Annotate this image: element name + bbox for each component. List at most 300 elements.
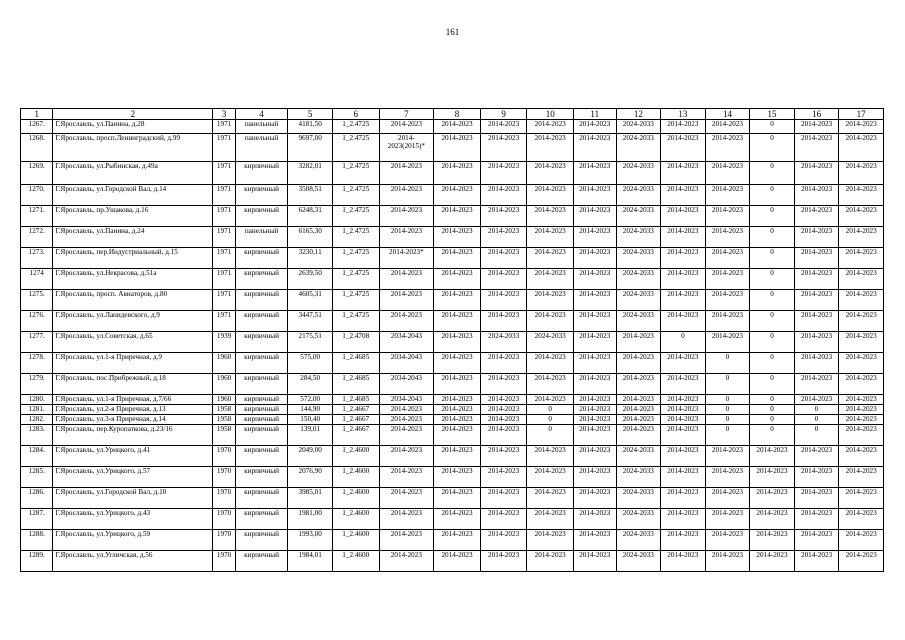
table-cell: 2014-2023 — [574, 248, 617, 269]
table-cell: 2014-2023 — [434, 332, 481, 353]
table-cell: 1960 — [213, 374, 235, 395]
table-cell: Г.Ярославль, ул.Урицкого, д.43 — [53, 509, 213, 530]
table-cell: 2014-2023 — [480, 206, 527, 227]
table-row — [21, 120, 884, 134]
table-cell: 1_2.4725 — [332, 269, 379, 290]
table-cell: кирпичный — [235, 353, 288, 374]
table-cell: 2014-2023 — [839, 551, 884, 572]
table-cell: кирпичный — [235, 162, 288, 185]
table-cell: 0 — [705, 415, 750, 425]
table-cell: 150,40 — [288, 415, 333, 425]
table-cell: 2014-2023 — [661, 551, 706, 572]
table-cell: 2014-2023 — [480, 120, 527, 134]
table-cell: 2024-2033 — [527, 332, 574, 353]
table-cell: 2014-2023 — [527, 134, 574, 162]
table-cell: 2014-2023 — [480, 134, 527, 162]
table-cell: 2014-2023 — [839, 374, 884, 395]
table-cell: 0 — [705, 405, 750, 415]
table-cell: 0 — [750, 269, 795, 290]
table-cell: 2014-2023 — [480, 269, 527, 290]
table-cell: 2014-2023 — [574, 311, 617, 332]
table-cell: Г.Ярославль, ул.Панина, д.24 — [53, 227, 213, 248]
table-cell: 1269. — [21, 162, 53, 185]
table-cell: 2014-2023 — [574, 425, 617, 446]
table-cell: 2014-2023 — [839, 509, 884, 530]
table-cell: 0 — [705, 395, 750, 405]
table-row — [21, 405, 884, 415]
table-cell: 1970 — [213, 488, 235, 509]
table-cell: 2024-2033 — [616, 185, 661, 206]
table-cell: Г.Ярославль, просп.Ленинградский, д.99 — [53, 134, 213, 162]
column-number-14: 14 — [705, 109, 750, 120]
table-cell: 2014-2023 — [661, 509, 706, 530]
table-cell: 2034-2043 — [379, 395, 434, 405]
table-cell: 2034-2043 — [379, 332, 434, 353]
table-cell: 1971 — [213, 206, 235, 227]
table-cell: 1971 — [213, 120, 235, 134]
table-cell: 2014-2023 — [480, 290, 527, 311]
table-cell: 1270. — [21, 185, 53, 206]
table-cell: 2014-2023 — [661, 488, 706, 509]
column-number-6: 6 — [332, 109, 379, 120]
table-cell: Г.Ярославль, пр.Ушакова, д.16 — [53, 206, 213, 227]
table-cell: 1_2.4600 — [332, 488, 379, 509]
table-cell: 2014-2023 — [661, 185, 706, 206]
table-cell: 0 — [705, 353, 750, 374]
table-cell: 2014-2023 — [794, 395, 839, 405]
table-cell: 0 — [750, 290, 795, 311]
table-cell: 2014-2023 — [480, 425, 527, 446]
table-cell: 2014-2023 — [705, 530, 750, 551]
table-cell: 2014-2023 — [616, 405, 661, 415]
table-cell: кирпичный — [235, 248, 288, 269]
table-row — [21, 162, 884, 185]
table-row — [21, 311, 884, 332]
table-cell: 2014-2023 — [661, 425, 706, 446]
table-cell: 2014-2023 — [480, 185, 527, 206]
table-cell: 2014-2023 — [434, 248, 481, 269]
table-cell: 2024-2033 — [616, 530, 661, 551]
table-cell: 2175,51 — [288, 332, 333, 353]
column-number-5: 5 — [288, 109, 333, 120]
table-cell: Г.Ярославль, ул.1-я Приречная, д.7/66 — [53, 395, 213, 405]
table-cell: Г.Ярославль, ул.2-я Приречная, д.13 — [53, 405, 213, 415]
table-cell: 2014-2023 — [527, 509, 574, 530]
table-cell: 1_2.4725 — [332, 227, 379, 248]
table-cell: 2014-2023 — [705, 332, 750, 353]
table-cell: 2014-2023 — [705, 311, 750, 332]
table-cell: 2014-2023 — [616, 395, 661, 405]
table-cell: 1971 — [213, 290, 235, 311]
table-cell: кирпичный — [235, 509, 288, 530]
table-cell: 2014-2023 — [379, 185, 434, 206]
table-cell: 2014-2023 — [705, 134, 750, 162]
table-cell: 2014-2023 — [480, 488, 527, 509]
table-cell: 2014-2023 — [794, 227, 839, 248]
table-cell: 0 — [750, 206, 795, 227]
table-cell: 2014-2023 — [434, 530, 481, 551]
table-cell: 2024-2033 — [616, 248, 661, 269]
table-cell: 2014-2023 — [434, 162, 481, 185]
table-cell: 2014-2023 — [379, 488, 434, 509]
table-cell: 2014-2023 — [705, 248, 750, 269]
table-row — [21, 551, 884, 572]
table-cell: кирпичный — [235, 488, 288, 509]
table-cell: 2014-2023 — [574, 134, 617, 162]
table-cell: 1_2.4600 — [332, 509, 379, 530]
table-cell: 2014-2023 — [574, 162, 617, 185]
table-row — [21, 530, 884, 551]
table-cell: Г.Ярославль, ул.3-я Приречная, д.14 — [53, 415, 213, 425]
table-row — [21, 446, 884, 467]
table-cell: 2014-2023 — [794, 467, 839, 488]
table-cell: 2014-2023 — [574, 120, 617, 134]
table-cell: 1_2.4725 — [332, 185, 379, 206]
table-cell: 2014-2023 — [434, 551, 481, 572]
table-row — [21, 374, 884, 395]
table-cell: 2014-2023 — [794, 332, 839, 353]
table-cell: 2014-2023 — [574, 446, 617, 467]
table-cell: 2014-2023 — [794, 530, 839, 551]
column-number-12: 12 — [616, 109, 661, 120]
table-cell: 2014-2023 — [379, 206, 434, 227]
table-cell: 2014-2023 — [839, 290, 884, 311]
table-cell: 1_2.4685 — [332, 374, 379, 395]
table-cell: 2014-2023 — [574, 488, 617, 509]
table-cell: 2639,50 — [288, 269, 333, 290]
table-cell: 2014-2023 — [839, 332, 884, 353]
table-cell: 2014-2023 — [839, 467, 884, 488]
table-cell: Г.Ярославль, пер.Индустриальный, д.15 — [53, 248, 213, 269]
table-cell: 1_2.4725 — [332, 162, 379, 185]
table-cell: 2024-2033 — [616, 269, 661, 290]
table-cell: 0 — [527, 415, 574, 425]
table-cell: 575,00 — [288, 353, 333, 374]
table-cell: 2024-2033 — [616, 509, 661, 530]
table-cell: 1971 — [213, 162, 235, 185]
table-cell: 2014-2023 — [839, 134, 884, 162]
table-cell: 2014-2023 — [480, 530, 527, 551]
table-cell: 1993,00 — [288, 530, 333, 551]
table-cell: 2024-2033 — [616, 551, 661, 572]
table-cell: 2014-2023 — [480, 551, 527, 572]
table-cell: 2014-2023 — [434, 120, 481, 134]
table-cell: 0 — [750, 415, 795, 425]
table-cell: Г.Ярославль, пер.Куропаткова, д.23/16 — [53, 425, 213, 446]
page-number: 161 — [445, 27, 460, 37]
table-cell: кирпичный — [235, 395, 288, 405]
table-row — [21, 290, 884, 311]
table-cell: 2014-2023 — [794, 269, 839, 290]
table-cell: 2014-2023 — [574, 551, 617, 572]
table-cell: 1276. — [21, 311, 53, 332]
table-cell: 2034-2043 — [379, 353, 434, 374]
table-cell: 1958 — [213, 425, 235, 446]
table-row — [21, 415, 884, 425]
table-cell: 2014-2023 — [379, 227, 434, 248]
table-cell: 0 — [750, 227, 795, 248]
table-row — [21, 467, 884, 488]
table-cell: 2024-2033 — [616, 134, 661, 162]
table-cell: Г.Ярославль, ул.Урицкого, д.59 — [53, 530, 213, 551]
table-cell: 2014-2023 — [527, 227, 574, 248]
table-cell: 2014-2023 — [705, 162, 750, 185]
table-cell: кирпичный — [235, 332, 288, 353]
table-cell: 2014-2023 — [379, 425, 434, 446]
table-cell: 2024-2033 — [616, 488, 661, 509]
table-cell: 2024-2033 — [616, 227, 661, 248]
table-cell: 0 — [750, 332, 795, 353]
table-cell: 0 — [794, 405, 839, 415]
table-cell: 2014-2023 — [750, 530, 795, 551]
table-cell: 2014-2023 — [527, 290, 574, 311]
table-cell: 6248,31 — [288, 206, 333, 227]
table-cell: 2014-2023 — [574, 185, 617, 206]
table-cell: 2014-2023 — [661, 374, 706, 395]
table-cell: 2014-2023 — [705, 509, 750, 530]
table-cell: 2014-2023 — [434, 395, 481, 405]
table-cell: 1_2.4725 — [332, 311, 379, 332]
table-cell: 2014-2023 — [705, 488, 750, 509]
table-cell: 1960 — [213, 395, 235, 405]
table-cell: 2014-2023 — [574, 374, 617, 395]
table-cell: 2014-2023 — [574, 227, 617, 248]
table-cell: 1267. — [21, 120, 53, 134]
table-cell: 2014-2023 — [661, 120, 706, 134]
table-cell: 1971 — [213, 227, 235, 248]
table-cell: 1970 — [213, 530, 235, 551]
table-cell: Г.Ярославль, пос.Прибрежный, д.18 — [53, 374, 213, 395]
table-cell: 0 — [750, 353, 795, 374]
table-cell: 2014-2023 — [839, 446, 884, 467]
table-cell: 2014-2023 — [527, 374, 574, 395]
table-cell: 2034-2043 — [379, 374, 434, 395]
table-cell: 1_2.4725 — [332, 248, 379, 269]
table-cell: 2014-2023 — [480, 227, 527, 248]
table-cell: 1274 — [21, 269, 53, 290]
table-cell: 1280. — [21, 395, 53, 405]
table-cell: 139,01 — [288, 425, 333, 446]
table-cell: 2014-2023 — [434, 353, 481, 374]
table-cell: 2014-2023 — [480, 162, 527, 185]
table-cell: 2014-2023 — [705, 206, 750, 227]
table-cell: 1_2.4685 — [332, 353, 379, 374]
table-cell: 572,00 — [288, 395, 333, 405]
table-cell: панельный — [235, 134, 288, 162]
table-cell: кирпичный — [235, 374, 288, 395]
table-cell: 2014-2023 — [480, 311, 527, 332]
table-cell: 2014-2023 — [794, 311, 839, 332]
table-cell: 0 — [750, 134, 795, 162]
table-cell: Г.Ярославль, просп. Авиаторов, д.80 — [53, 290, 213, 311]
table-cell: 2014-2023 — [434, 311, 481, 332]
table-cell: кирпичный — [235, 311, 288, 332]
table-cell: 2014-2023 — [839, 530, 884, 551]
table-cell: 0 — [750, 374, 795, 395]
table-cell: 2014-2023 — [434, 467, 481, 488]
table-cell: 2014-2023 — [434, 185, 481, 206]
table-cell: 1287. — [21, 509, 53, 530]
column-number-row — [21, 109, 884, 120]
table-row — [21, 425, 884, 446]
table-cell: 2014-2023 — [574, 530, 617, 551]
table-cell: 2014-2023 — [434, 374, 481, 395]
table-cell: 2014-2023 — [480, 467, 527, 488]
table-cell: 2014-2023 — [527, 488, 574, 509]
table-cell: 0 — [661, 332, 706, 353]
table-cell: 2014-2023 — [661, 311, 706, 332]
table-cell: 2014-2023 — [379, 290, 434, 311]
table-cell: 2014-2023 — [480, 446, 527, 467]
table-cell: 2014-2023 — [379, 446, 434, 467]
table-cell: 6165,30 — [288, 227, 333, 248]
table-cell: 2014-2023 — [839, 415, 884, 425]
table-cell: 2014-2023 — [379, 530, 434, 551]
table-cell: 2014-2023 — [661, 206, 706, 227]
table-cell: 2014-2023 — [527, 446, 574, 467]
table-cell: 2024-2033 — [616, 290, 661, 311]
table-cell: Г.Ярославль, ул.Лапидевского, д.9 — [53, 311, 213, 332]
table-cell: 1278. — [21, 353, 53, 374]
table-cell: 1279. — [21, 374, 53, 395]
table-cell: 2024-2033 — [616, 120, 661, 134]
table-cell: 0 — [750, 185, 795, 206]
column-number-17: 17 — [839, 109, 884, 120]
column-number-1: 1 — [21, 109, 53, 120]
table-cell: 2014-2023 — [527, 248, 574, 269]
table-cell: 1971 — [213, 185, 235, 206]
table-cell: 2024-2033 — [616, 162, 661, 185]
table-cell: 0 — [750, 162, 795, 185]
table-cell: 2014-2023 — [527, 206, 574, 227]
table-cell: 1281. — [21, 405, 53, 415]
column-number-8: 8 — [434, 109, 481, 120]
table-cell: 1_2.4667 — [332, 405, 379, 415]
table-cell: Г.Ярославль, ул.Рыбинская, д.49а — [53, 162, 213, 185]
table-cell: 2014-2023 — [750, 446, 795, 467]
table-cell: 2014-2023 — [794, 374, 839, 395]
table-cell: 1970 — [213, 446, 235, 467]
table-cell: 1971 — [213, 269, 235, 290]
table-cell: 1284. — [21, 446, 53, 467]
table-cell: 2014-2023 — [750, 467, 795, 488]
table-cell: 1285. — [21, 467, 53, 488]
table-cell: панельный — [235, 120, 288, 134]
table-cell: 2014-2023 — [574, 395, 617, 405]
table-cell: 2014-2023 — [839, 353, 884, 374]
table-cell: 1984,01 — [288, 551, 333, 572]
table-cell: 2014-2023 — [379, 467, 434, 488]
table-cell: кирпичный — [235, 446, 288, 467]
table-cell: 9697,00 — [288, 134, 333, 162]
table-cell: 2014-2023 — [527, 353, 574, 374]
table-cell: кирпичный — [235, 405, 288, 415]
table-cell: 1960 — [213, 353, 235, 374]
table-cell: 1_2.4725 — [332, 134, 379, 162]
table-cell: 1282. — [21, 415, 53, 425]
table-cell: 2014-2023 — [527, 120, 574, 134]
table-cell: 2014-2023 — [794, 248, 839, 269]
table-cell: 2014-2023 — [527, 530, 574, 551]
table-cell: Г.Ярославль, ул.Городской Вал, д.14 — [53, 185, 213, 206]
table-cell: 2014-2023 — [480, 248, 527, 269]
table-cell: 3985,01 — [288, 488, 333, 509]
table-cell: 2014-2023 — [794, 134, 839, 162]
table-cell: 0 — [750, 311, 795, 332]
table-cell: 0 — [750, 395, 795, 405]
table-cell: кирпичный — [235, 269, 288, 290]
table-cell: 1971 — [213, 248, 235, 269]
table-cell: 2014-2023 — [574, 206, 617, 227]
table-cell: 1_2.4685 — [332, 395, 379, 405]
table-cell: 2014-2023 — [574, 353, 617, 374]
table-cell: 2014-2023 — [434, 425, 481, 446]
table-cell: 1970 — [213, 509, 235, 530]
table-cell: 1_2.4600 — [332, 446, 379, 467]
table-cell: 2014-2023 — [750, 488, 795, 509]
table-cell: 2014-2023 — [434, 227, 481, 248]
table-cell: кирпичный — [235, 530, 288, 551]
table-cell: 0 — [705, 425, 750, 446]
table-cell: Г.Ярославль, ул.1-я Приречная, д.9 — [53, 353, 213, 374]
table-cell: 2014-2023 — [379, 551, 434, 572]
repair-schedule-table — [20, 108, 884, 572]
table-cell: кирпичный — [235, 206, 288, 227]
table-cell: 2014-2023 — [434, 269, 481, 290]
table-cell: 1272. — [21, 227, 53, 248]
table-cell: 2014-2023 — [839, 185, 884, 206]
table-cell: 2014-2023 — [379, 120, 434, 134]
table-cell: 144,90 — [288, 405, 333, 415]
table-cell: 2014-2023 — [661, 530, 706, 551]
table-cell: 1981,00 — [288, 509, 333, 530]
table-cell: Г.Ярославль, ул.Панина, д.28 — [53, 120, 213, 134]
table-cell: 2014-2023* — [379, 248, 434, 269]
table-cell: 2014-2023 — [480, 415, 527, 425]
table-cell: 2014-2023 — [616, 332, 661, 353]
table-cell: 1_2.4600 — [332, 530, 379, 551]
table-cell: 2014-2023(2015)* — [379, 134, 434, 162]
table-cell: 2014-2023 — [839, 311, 884, 332]
table-cell: 2014-2023 — [794, 185, 839, 206]
table-cell: 1_2.4667 — [332, 415, 379, 425]
table-cell: 2014-2023 — [661, 134, 706, 162]
table-cell: кирпичный — [235, 290, 288, 311]
table-cell: 2014-2023 — [661, 405, 706, 415]
table-cell: Г.Ярославль, ул.Некрасова, д.51а — [53, 269, 213, 290]
table-cell: 1_2.4725 — [332, 120, 379, 134]
table-cell: 2014-2023 — [574, 269, 617, 290]
table-cell: 1275. — [21, 290, 53, 311]
table-cell: кирпичный — [235, 551, 288, 572]
table-cell: 2024-2033 — [616, 206, 661, 227]
table-cell: 2014-2023 — [434, 405, 481, 415]
table-cell: Г.Ярославль, ул.Советская, д.65 — [53, 332, 213, 353]
table-row — [21, 185, 884, 206]
table-cell: 2014-2023 — [794, 509, 839, 530]
table-cell: 4181,50 — [288, 120, 333, 134]
table-cell: 2014-2023 — [574, 332, 617, 353]
table-cell: 2014-2023 — [794, 162, 839, 185]
table-cell: 2014-2023 — [705, 290, 750, 311]
table-cell: кирпичный — [235, 415, 288, 425]
table-cell: 1970 — [213, 467, 235, 488]
table-cell: 2014-2023 — [527, 551, 574, 572]
table-row — [21, 488, 884, 509]
table-row — [21, 353, 884, 374]
table-cell: 2014-2023 — [379, 509, 434, 530]
table-cell: 2014-2023 — [705, 467, 750, 488]
